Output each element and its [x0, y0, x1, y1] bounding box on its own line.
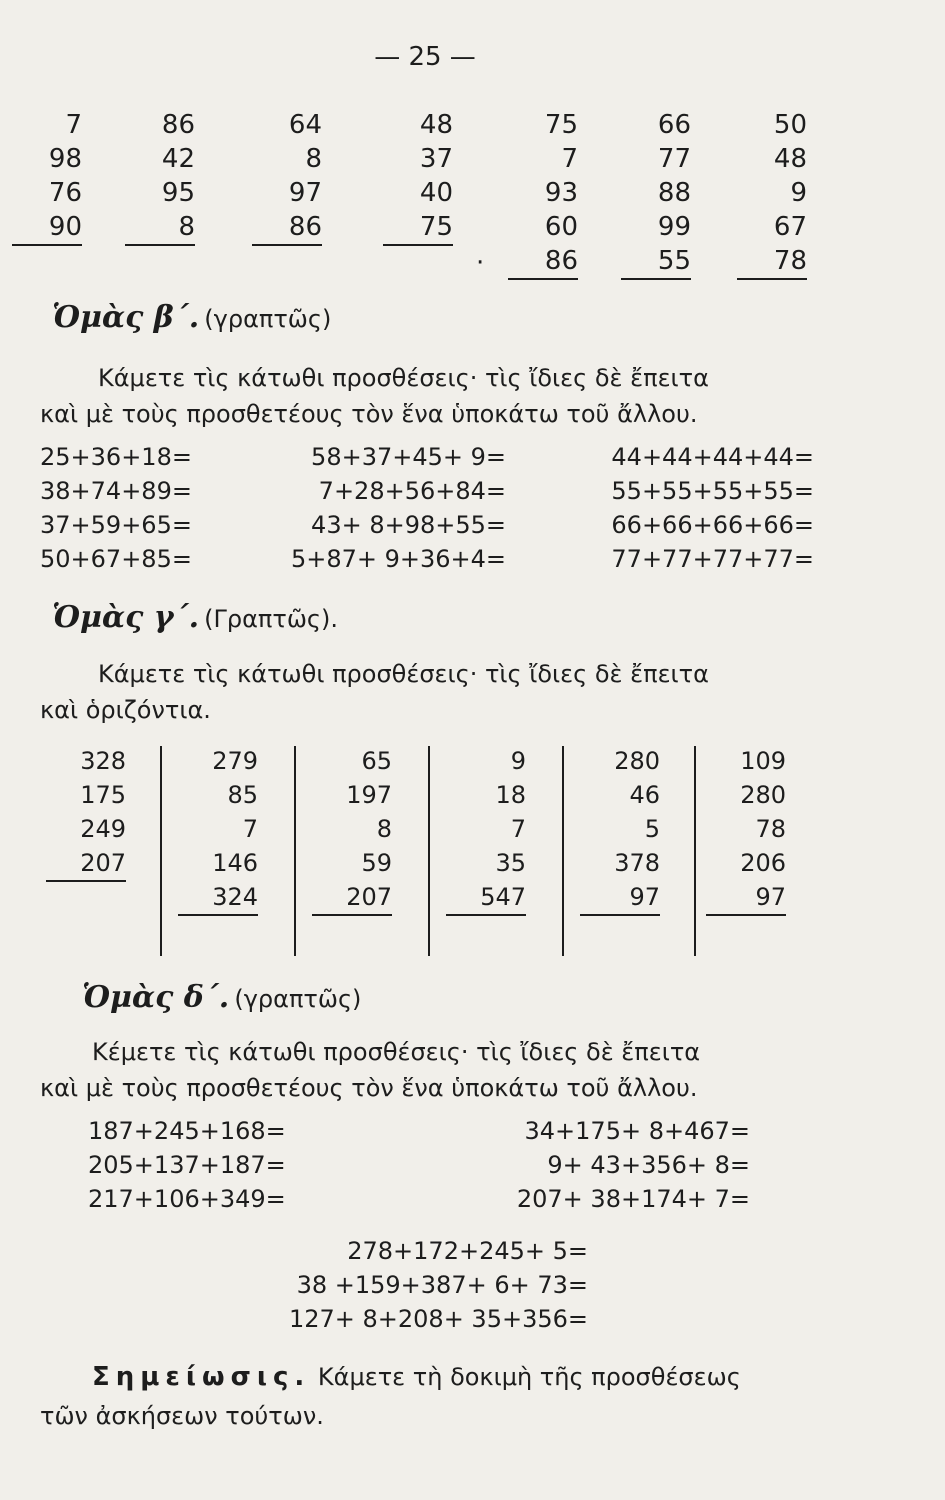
- sum-column: [446, 744, 526, 916]
- addend: 40: [419, 178, 453, 208]
- addend: 90: [12, 210, 82, 246]
- addend: 547: [446, 880, 526, 916]
- addend: 95: [161, 178, 195, 208]
- addend: 64: [288, 110, 322, 140]
- addend: 378: [614, 849, 660, 877]
- addend: 9: [510, 747, 526, 775]
- instruction-text: Κάμετε τὶς κάτωθι προσθέσεις· τὶς ἴδιες δὲ ἔπειτα: [98, 660, 709, 688]
- sum-column: [580, 744, 660, 916]
- sum-column: [508, 108, 578, 280]
- section-title: Ὁμὰς δ΄.: [82, 980, 230, 1015]
- addend: 175: [80, 781, 126, 809]
- note-text: τῶν ἀσκήσεων τούτων.: [40, 1402, 324, 1430]
- equation: 43+ 8+98+55=: [311, 511, 506, 539]
- section-b-heading: [52, 300, 331, 335]
- addend: 93: [544, 178, 578, 208]
- addend: 78: [755, 815, 786, 843]
- addend: 46: [629, 781, 660, 809]
- addend: 37: [419, 144, 453, 174]
- column-divider: [562, 746, 564, 956]
- addend: 280: [740, 781, 786, 809]
- equation: 58+37+45+ 9=: [311, 443, 506, 471]
- section-subtitle: (γραπτῶς): [204, 305, 332, 333]
- addend: 77: [657, 144, 691, 174]
- addend: 76: [48, 178, 82, 208]
- page-number: — 25 —: [374, 42, 476, 72]
- equation: 187+245+168=: [88, 1117, 286, 1145]
- addend: 279: [212, 747, 258, 775]
- addend: 109: [740, 747, 786, 775]
- addend: 324: [178, 880, 258, 916]
- addend: 66: [657, 110, 691, 140]
- equation: 127+ 8+208+ 35+356=: [288, 1305, 588, 1333]
- addend: 206: [740, 849, 786, 877]
- equation-column: [88, 1114, 286, 1216]
- addend: 7: [510, 815, 526, 843]
- equation: 205+137+187=: [88, 1151, 286, 1179]
- sum-column: [178, 744, 258, 916]
- equation: 77+77+77+77=: [611, 545, 814, 573]
- section-title: Ὁμὰς β΄.: [52, 300, 200, 335]
- addend: 78: [737, 244, 807, 280]
- addend: 88: [657, 178, 691, 208]
- section-c-heading: [52, 600, 338, 635]
- addend: 146: [212, 849, 258, 877]
- addend: 75: [383, 210, 453, 246]
- equation: 7+28+56+84=: [318, 477, 506, 505]
- instruction-text: καὶ μὲ τοὺς προσθετέους τὸν ἕνα ὑποκάτω τοῦ ἄλλου.: [40, 400, 698, 428]
- addend: 207: [312, 880, 392, 916]
- equation-column: [220, 1234, 588, 1336]
- addend: 18: [495, 781, 526, 809]
- sum-column: [706, 744, 786, 916]
- addend: 280: [614, 747, 660, 775]
- addend: 8: [125, 210, 195, 246]
- instruction-text: Κέμετε τὶς κάτωθι προσθέσεις· τὶς ἴδιες δὲ ἔπειτα: [92, 1038, 701, 1066]
- addend: 59: [361, 849, 392, 877]
- equation-column: [568, 440, 814, 576]
- equation: 38+74+89=: [40, 477, 192, 505]
- addend: 97: [580, 880, 660, 916]
- addend: 8: [305, 144, 322, 174]
- addend: 8: [376, 815, 392, 843]
- column-divider: [160, 746, 162, 956]
- addend: 86: [252, 210, 322, 246]
- equation: 207+ 38+174+ 7=: [516, 1185, 750, 1213]
- equation: 38 +159+387+ 6+ 73=: [296, 1271, 588, 1299]
- addend: 85: [227, 781, 258, 809]
- addend: 60: [544, 212, 578, 242]
- sum-column: [125, 108, 195, 246]
- equation: 5+87+ 9+36+4=: [290, 545, 506, 573]
- note-title: Σημείωσις.: [92, 1362, 311, 1392]
- addend: 97: [288, 178, 322, 208]
- equation-column: [450, 1114, 750, 1216]
- equation-column: [40, 440, 192, 576]
- instruction-text: καὶ ὁριζόντια.: [40, 696, 211, 724]
- column-divider: [694, 746, 696, 956]
- equation: 37+59+65=: [40, 511, 192, 539]
- equation: 278+172+245+ 5=: [347, 1237, 588, 1265]
- equation: 34+175+ 8+467=: [524, 1117, 750, 1145]
- sum-column: [46, 744, 126, 882]
- addend: 48: [419, 110, 453, 140]
- instruction-text: Κάμετε τὶς κάτωθι προσθέσεις· τὶς ἴδιες δὲ ἔπειτα: [98, 364, 709, 392]
- addend: 7: [65, 110, 82, 140]
- section-subtitle: (γραπτῶς): [234, 985, 362, 1013]
- addend: 35: [495, 849, 526, 877]
- equation: 55+55+55+55=: [611, 477, 814, 505]
- addend: 328: [80, 747, 126, 775]
- sum-column: [252, 108, 322, 246]
- addend: 86: [161, 110, 195, 140]
- equation-column: [258, 440, 506, 576]
- equation: 50+67+85=: [40, 545, 192, 573]
- equation: 9+ 43+356+ 8=: [547, 1151, 750, 1179]
- addend: 55: [621, 244, 691, 280]
- section-d-heading: [82, 980, 361, 1015]
- addend: 48: [773, 144, 807, 174]
- sum-column: [621, 108, 691, 280]
- addend: 75: [544, 110, 578, 140]
- addend: 9: [790, 178, 807, 208]
- addend: 5: [644, 815, 660, 843]
- equation: 66+66+66+66=: [611, 511, 814, 539]
- note-line: [92, 1362, 741, 1392]
- note-text: Κάμετε τὴ δοκιμὴ τῆς προσθέσεως: [317, 1363, 741, 1391]
- sum-column: [383, 108, 453, 246]
- column-divider: [294, 746, 296, 956]
- equation: 217+106+349=: [88, 1185, 286, 1213]
- sum-column: [312, 744, 392, 916]
- addend: 67: [773, 212, 807, 242]
- equation: 44+44+44+44=: [611, 443, 814, 471]
- addend: 98: [48, 144, 82, 174]
- stray-dot: ·: [476, 248, 485, 278]
- addend: 50: [773, 110, 807, 140]
- addend: 197: [346, 781, 392, 809]
- addend: 99: [657, 212, 691, 242]
- addend: 42: [161, 144, 195, 174]
- sum-column: [737, 108, 807, 280]
- section-subtitle: (Γραπτῶς).: [204, 605, 339, 633]
- sum-column: [12, 108, 82, 246]
- addend: 86: [508, 244, 578, 280]
- column-divider: [428, 746, 430, 956]
- section-title: Ὁμὰς γ΄.: [52, 600, 200, 635]
- addend: 7: [561, 144, 578, 174]
- addend: 207: [46, 846, 126, 882]
- addend: 97: [706, 880, 786, 916]
- instruction-text: καὶ μὲ τοὺς προσθετέους τὸν ἕνα ὑποκάτω τοῦ ἄλλου.: [40, 1074, 698, 1102]
- addend: 249: [80, 815, 126, 843]
- addend: 7: [242, 815, 258, 843]
- addend: 65: [361, 747, 392, 775]
- equation: 25+36+18=: [40, 443, 192, 471]
